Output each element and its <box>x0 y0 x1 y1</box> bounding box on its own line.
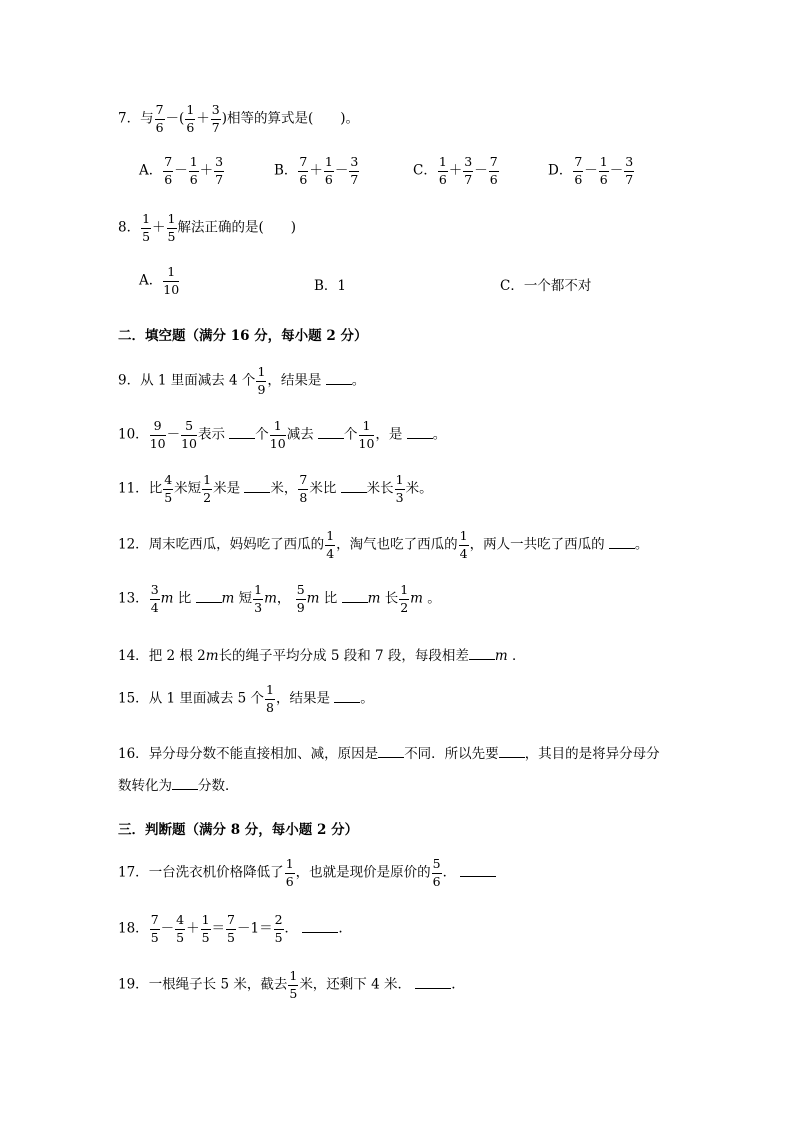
fraction <box>324 156 334 186</box>
text: 短 <box>238 590 253 607</box>
text: 一个都不对 <box>523 278 592 294</box>
fraction <box>175 914 185 944</box>
fraction <box>214 156 224 186</box>
fraction <box>226 914 236 944</box>
numerator: 5 <box>432 858 442 874</box>
question-8 <box>118 213 793 243</box>
denominator: 5 <box>142 228 151 244</box>
numerator: 1 <box>395 474 405 490</box>
numerator: 4 <box>175 914 185 930</box>
denominator: 3 <box>254 599 263 615</box>
fraction <box>163 156 173 186</box>
answer-blank[interactable] <box>302 919 338 933</box>
answer-blank[interactable] <box>469 646 495 660</box>
fraction <box>150 914 160 944</box>
denominator: 7 <box>625 171 634 187</box>
denominator: 6 <box>186 119 195 135</box>
answer-blank[interactable] <box>326 371 352 385</box>
numerator: 1 <box>167 213 177 229</box>
text: － <box>174 162 188 179</box>
numerator: 1 <box>270 420 286 436</box>
question-9 <box>118 366 793 396</box>
text: 米短 <box>174 480 202 497</box>
text: 19． <box>118 976 149 993</box>
text: 米是 <box>213 480 241 497</box>
numerator: 1 <box>324 156 334 172</box>
fraction <box>167 213 177 243</box>
answer-blank[interactable] <box>229 425 255 439</box>
text: 比 <box>148 480 163 497</box>
text: 15． <box>118 690 149 707</box>
option-b[interactable] <box>274 156 360 186</box>
fraction <box>253 584 263 614</box>
option-c[interactable] <box>413 156 500 186</box>
text: － <box>474 162 488 179</box>
denominator: 6 <box>324 171 333 187</box>
denominator: 5 <box>227 929 235 945</box>
numerator: 3 <box>463 156 473 172</box>
numerator: 1 <box>189 156 199 172</box>
denominator: 6 <box>599 171 608 187</box>
fraction <box>285 858 295 888</box>
text: m <box>264 590 277 607</box>
text: . <box>451 976 456 993</box>
text: ＋ <box>186 920 200 937</box>
text: A． <box>139 272 163 289</box>
text: 10． <box>118 426 149 443</box>
denominator: 7 <box>464 171 473 187</box>
question-15 <box>118 684 793 714</box>
text: . <box>338 920 343 937</box>
denominator: 4 <box>326 545 335 561</box>
question-13 <box>118 584 793 614</box>
numerator: 1 <box>253 584 263 600</box>
fraction <box>185 104 195 134</box>
fraction <box>325 530 335 560</box>
text: 把 2 根 2 <box>148 648 206 664</box>
denominator: 5 <box>201 929 210 945</box>
text: m <box>494 648 508 664</box>
fraction <box>150 420 166 450</box>
text: 一台洗衣机价格降低了 <box>148 864 284 881</box>
text: 米长 <box>366 480 394 497</box>
text: m <box>205 648 219 664</box>
numerator: 7 <box>163 156 173 172</box>
text: 1 <box>337 278 347 294</box>
text: 数转化为 <box>118 778 172 794</box>
answer-blank[interactable] <box>342 589 368 603</box>
denominator: 7 <box>215 171 224 187</box>
answer-blank[interactable] <box>244 479 270 493</box>
text: 异分母分数不能直接相加、减，原因是 <box>148 746 379 762</box>
fraction <box>359 420 375 450</box>
fraction <box>395 474 405 504</box>
denominator: 8 <box>299 489 308 505</box>
denominator: 10 <box>149 435 166 451</box>
option-a[interactable] <box>139 156 225 186</box>
text: 米。 <box>405 480 433 497</box>
text: ＋ <box>196 110 210 127</box>
text: ，其目的是将异分母分 <box>524 746 660 762</box>
denominator: 6 <box>189 171 198 187</box>
denominator: 6 <box>285 873 294 889</box>
text: 不同．所以先要 <box>404 746 499 762</box>
denominator: 8 <box>266 699 274 715</box>
denominator: 10 <box>163 281 180 297</box>
denominator: 9 <box>296 599 305 615</box>
numerator: 9 <box>150 420 166 436</box>
question-10 <box>118 420 793 450</box>
denominator: 7 <box>350 171 359 187</box>
option-c[interactable] <box>500 274 591 294</box>
denominator: 6 <box>438 171 447 187</box>
fraction <box>150 584 160 614</box>
fraction <box>438 156 448 186</box>
text: 米， <box>270 480 298 497</box>
text: ，淘气也吃了西瓜的 <box>336 536 458 553</box>
text: 长的绳子平均分成 5 段和 7 段，每段相差 <box>218 648 469 664</box>
text: m <box>306 590 320 607</box>
fraction <box>256 366 266 396</box>
text: ，也就是现价是原价的 <box>295 864 431 881</box>
text: ) <box>221 110 228 127</box>
text: 相等的算式是( )。 <box>227 110 360 127</box>
text: ＋ <box>309 162 323 179</box>
numerator: 1 <box>201 914 211 930</box>
text: 13． <box>118 590 149 607</box>
answer-blank[interactable] <box>196 589 222 603</box>
fraction <box>349 156 359 186</box>
fraction <box>155 104 165 134</box>
numerator: 7 <box>298 474 308 490</box>
denominator: 5 <box>289 985 298 1001</box>
denominator: 6 <box>155 119 164 135</box>
text: B． <box>314 278 338 294</box>
numerator: 1 <box>288 970 298 986</box>
answer-blank[interactable] <box>378 744 404 758</box>
text: 12． <box>118 536 149 553</box>
text: 18． <box>118 920 149 937</box>
text: 16． <box>118 746 149 762</box>
text: 减去 <box>286 426 314 443</box>
text: 周末吃西瓜，妈妈吃了西瓜的 <box>148 536 325 553</box>
answer-blank[interactable] <box>334 689 360 703</box>
text: 8． <box>118 219 141 236</box>
text: ． <box>442 864 457 881</box>
question-16 <box>118 742 793 762</box>
text: ，两人一共吃了西瓜的 <box>469 536 605 553</box>
denominator: 5 <box>167 228 176 244</box>
text: ＝ <box>211 920 226 937</box>
denominator: 7 <box>211 119 220 135</box>
text: －( <box>165 110 185 127</box>
numerator: 7 <box>150 914 160 930</box>
numerator: 1 <box>256 366 266 382</box>
denominator: 6 <box>489 171 498 187</box>
text: m <box>160 590 174 607</box>
answer-blank[interactable] <box>172 776 198 790</box>
question-number: 7． <box>118 110 141 127</box>
fraction <box>624 156 634 186</box>
text: C． <box>413 162 437 179</box>
question-16-cont <box>118 774 793 794</box>
text: ＋ <box>152 219 166 236</box>
denominator: 10 <box>358 435 375 451</box>
option-b[interactable] <box>314 274 346 294</box>
numerator: 3 <box>150 584 160 600</box>
text: ． <box>512 648 526 664</box>
fraction <box>265 684 275 714</box>
numerator: 7 <box>573 156 583 172</box>
answer-blank[interactable] <box>609 535 635 549</box>
fraction <box>163 474 173 504</box>
denominator: 6 <box>299 171 308 187</box>
text: ． <box>284 920 299 937</box>
option-a[interactable] <box>139 266 180 296</box>
text: 个 <box>344 426 358 443</box>
denominator: 5 <box>150 929 159 945</box>
fraction <box>201 914 211 944</box>
denominator: 4 <box>459 545 468 561</box>
fraction <box>163 266 179 296</box>
numerator: 7 <box>489 156 499 172</box>
numerator: 1 <box>202 474 212 490</box>
fraction <box>181 420 197 450</box>
answer-blank[interactable] <box>415 975 451 989</box>
fraction <box>459 530 469 560</box>
fraction <box>141 213 151 243</box>
text: － <box>584 162 598 179</box>
denominator: 2 <box>400 599 409 615</box>
fraction <box>202 474 212 504</box>
text: 一根绳子长 5 米，截去 <box>148 976 288 993</box>
denominator: 5 <box>164 489 173 505</box>
option-d[interactable] <box>548 156 635 186</box>
text: 。 <box>432 426 447 443</box>
numerator: 1 <box>438 156 448 172</box>
denominator: 3 <box>395 489 404 505</box>
text: m <box>367 590 381 607</box>
fraction <box>573 156 583 186</box>
text: 与 <box>140 110 154 127</box>
text: ， <box>276 590 291 607</box>
answer-blank[interactable] <box>341 479 367 493</box>
numerator: 7 <box>298 156 308 172</box>
fraction <box>296 584 306 614</box>
text: 9． <box>118 372 141 389</box>
text: D． <box>548 162 573 179</box>
numerator: 4 <box>163 474 173 490</box>
text: 从 1 里面减去 5 个 <box>148 690 265 707</box>
text: 。 <box>427 590 441 607</box>
text: ，结果是 <box>275 690 330 707</box>
denominator: 6 <box>574 171 583 187</box>
text: A． <box>139 162 163 179</box>
numerator: 1 <box>459 530 469 546</box>
numerator: 3 <box>349 156 359 172</box>
text: 长 <box>384 590 399 607</box>
text: 比 <box>177 590 192 607</box>
text: ＋ <box>199 162 214 179</box>
answer-blank[interactable] <box>499 744 525 758</box>
numerator: 7 <box>155 104 165 120</box>
fraction <box>288 970 298 1000</box>
text: 分数． <box>198 778 239 794</box>
text: 解法正确的是( ) <box>177 219 297 236</box>
section-heading: 三．判断题（满分 8 分，每小题 2 分） <box>118 822 359 838</box>
numerator: 3 <box>211 104 221 120</box>
fraction <box>432 858 442 888</box>
numerator: 1 <box>599 156 609 172</box>
question-11 <box>118 474 793 504</box>
denominator: 10 <box>181 435 197 451</box>
text: － <box>160 920 175 937</box>
fraction <box>399 584 409 614</box>
text: 米比 <box>309 480 337 497</box>
text: 11． <box>118 480 149 497</box>
numerator: 1 <box>185 104 195 120</box>
denominator: 10 <box>269 435 286 451</box>
numerator: 5 <box>296 584 306 600</box>
text: 比 <box>323 590 338 607</box>
fraction <box>463 156 473 186</box>
numerator: 1 <box>325 530 335 546</box>
text: － <box>609 162 624 179</box>
text: m <box>221 590 235 607</box>
denominator: 5 <box>274 929 283 945</box>
question-12 <box>118 530 793 560</box>
question-19 <box>118 970 793 1000</box>
numerator: 1 <box>359 420 375 436</box>
fraction <box>274 914 284 944</box>
fraction <box>599 156 609 186</box>
question-7 <box>118 104 793 134</box>
text: ＋ <box>448 162 463 179</box>
fraction <box>189 156 199 186</box>
question-17 <box>118 858 793 888</box>
question-14 <box>118 644 793 664</box>
text: C． <box>500 278 524 294</box>
text: － <box>166 426 181 443</box>
numerator: 3 <box>624 156 634 172</box>
text: 从 1 里面减去 4 个 <box>140 372 256 389</box>
text: 个 <box>255 426 269 443</box>
text: －1＝ <box>237 920 273 937</box>
numerator: 1 <box>163 266 179 282</box>
text: B． <box>274 162 298 179</box>
numerator: 1 <box>285 858 295 874</box>
section-heading: 二．填空题（满分 16 分，每小题 2 分） <box>118 328 368 344</box>
numerator: 1 <box>399 584 409 600</box>
fraction <box>489 156 499 186</box>
numerator: 7 <box>226 914 236 930</box>
text: m <box>410 590 423 607</box>
denominator: 4 <box>150 599 159 615</box>
numerator: 5 <box>181 420 197 436</box>
fraction <box>298 474 308 504</box>
fraction <box>270 420 286 450</box>
denominator: 6 <box>164 171 173 187</box>
fraction <box>298 156 308 186</box>
denominator: 5 <box>176 929 185 945</box>
answer-blank[interactable] <box>460 863 496 877</box>
numerator: 3 <box>214 156 224 172</box>
answer-blank[interactable] <box>407 425 433 439</box>
text: 米，还剩下 4 米． <box>299 976 411 993</box>
text: 17． <box>118 864 149 881</box>
text: ，是 <box>375 426 403 443</box>
text: － <box>334 162 349 179</box>
numerator: 1 <box>141 213 151 229</box>
text: ，结果是 <box>267 372 322 389</box>
denominator: 6 <box>432 873 441 889</box>
fraction <box>211 104 221 134</box>
numerator: 1 <box>265 684 275 700</box>
denominator: 9 <box>257 381 266 397</box>
question-18 <box>118 914 793 944</box>
text: 表示 <box>198 426 225 443</box>
text: 。 <box>634 536 649 553</box>
text: 。 <box>360 690 374 707</box>
answer-blank[interactable] <box>318 425 344 439</box>
denominator: 2 <box>203 489 212 505</box>
text: 14． <box>118 648 149 664</box>
numerator: 2 <box>274 914 284 930</box>
text: 。 <box>351 372 366 389</box>
